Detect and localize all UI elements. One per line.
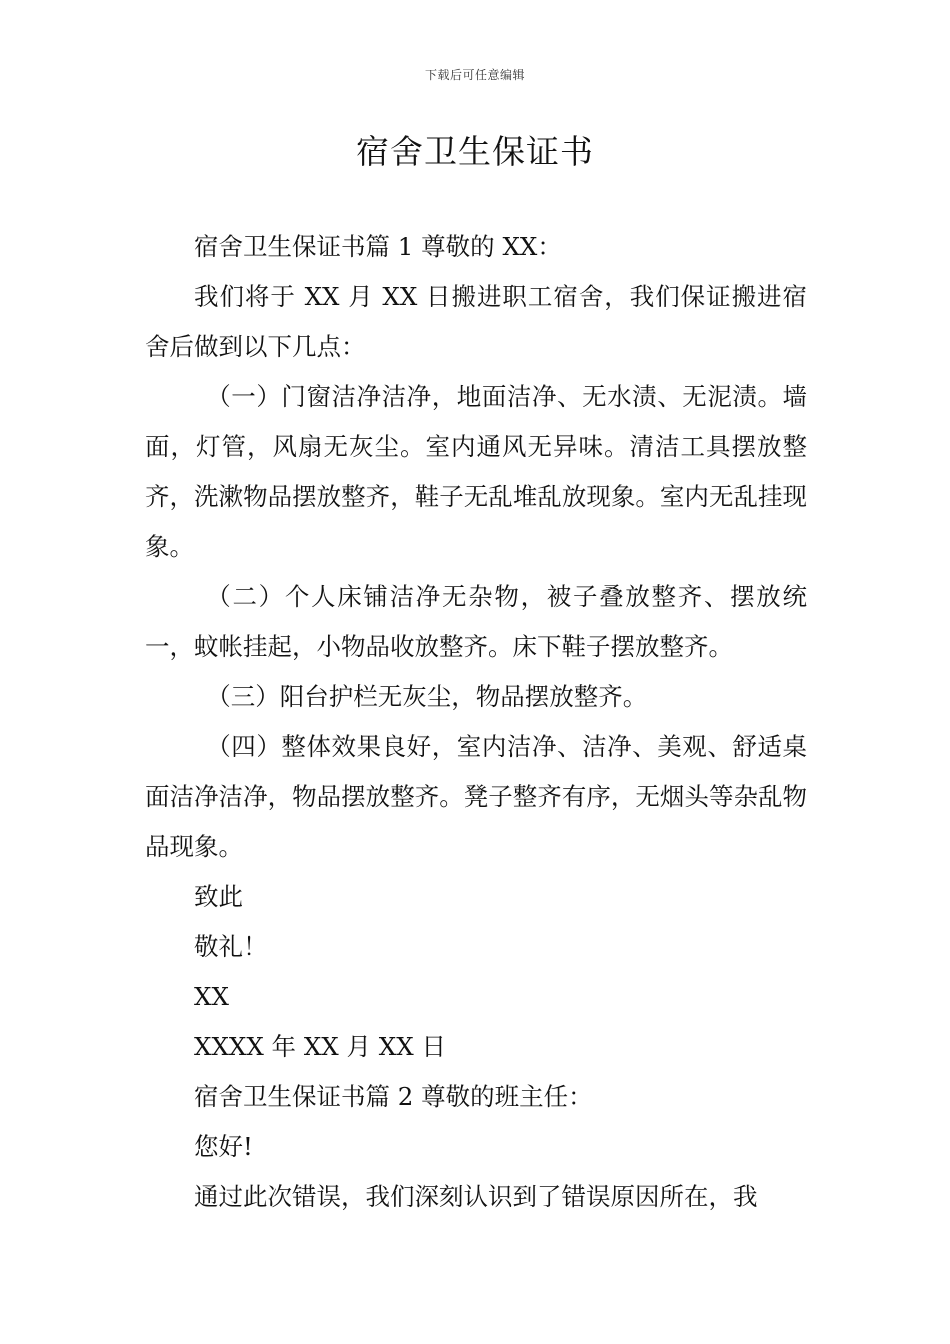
paragraph-item-4: （四）整体效果良好，室内洁净、洁净、美观、舒适桌面洁净洁净，物品摆放整齐。凳子整齐有序，无烟头等杂乱物品现象。 <box>145 732 807 861</box>
header-note: 下载后可任意编辑 <box>424 68 525 82</box>
paragraph-item-1: （一）门窗洁净洁净，地面洁净、无水渍、无泥渍。墙面，灯管，风扇无灰尘。室内通风无异味。清洁工具摆放整齐，洗漱物品摆放整齐，鞋子无乱堆乱放现象。室内无乱挂现象。 <box>145 382 807 561</box>
document-body <box>145 222 807 1222</box>
paragraph-body-2: 通过此次错误，我们深刻认识到了错误原因所在，我 <box>194 1182 758 1211</box>
paragraph-item-2: （二）个人床铺洁净无杂物，被子叠放整齐、摆放统一，蚊帐挂起，小物品收放整齐。床下鞋子摆放整齐。 <box>145 582 807 661</box>
paragraph-date: XXXX 年 XX 月 XX 日 <box>194 1032 446 1061</box>
document-title: 宿舍卫生保证书 <box>356 132 594 171</box>
paragraph-regards: 敬礼！ <box>194 932 268 961</box>
paragraph-salutation-2: 宿舍卫生保证书篇 2 尊敬的班主任： <box>194 1082 593 1111</box>
paragraph-signature: XX <box>194 982 229 1011</box>
paragraph-closing: 致此 <box>194 882 243 911</box>
paragraph-intro: 我们将于 XX 月 XX 日搬进职工宿舍，我们保证搬进宿舍后做到以下几点： <box>145 282 807 361</box>
paragraph-greeting: 您好! <box>194 1132 253 1161</box>
paragraph-salutation-1: 宿舍卫生保证书篇 1 尊敬的 XX： <box>194 232 562 261</box>
paragraph-item-3: （三）阳台护栏无灰尘，物品摆放整齐。 <box>206 682 648 711</box>
